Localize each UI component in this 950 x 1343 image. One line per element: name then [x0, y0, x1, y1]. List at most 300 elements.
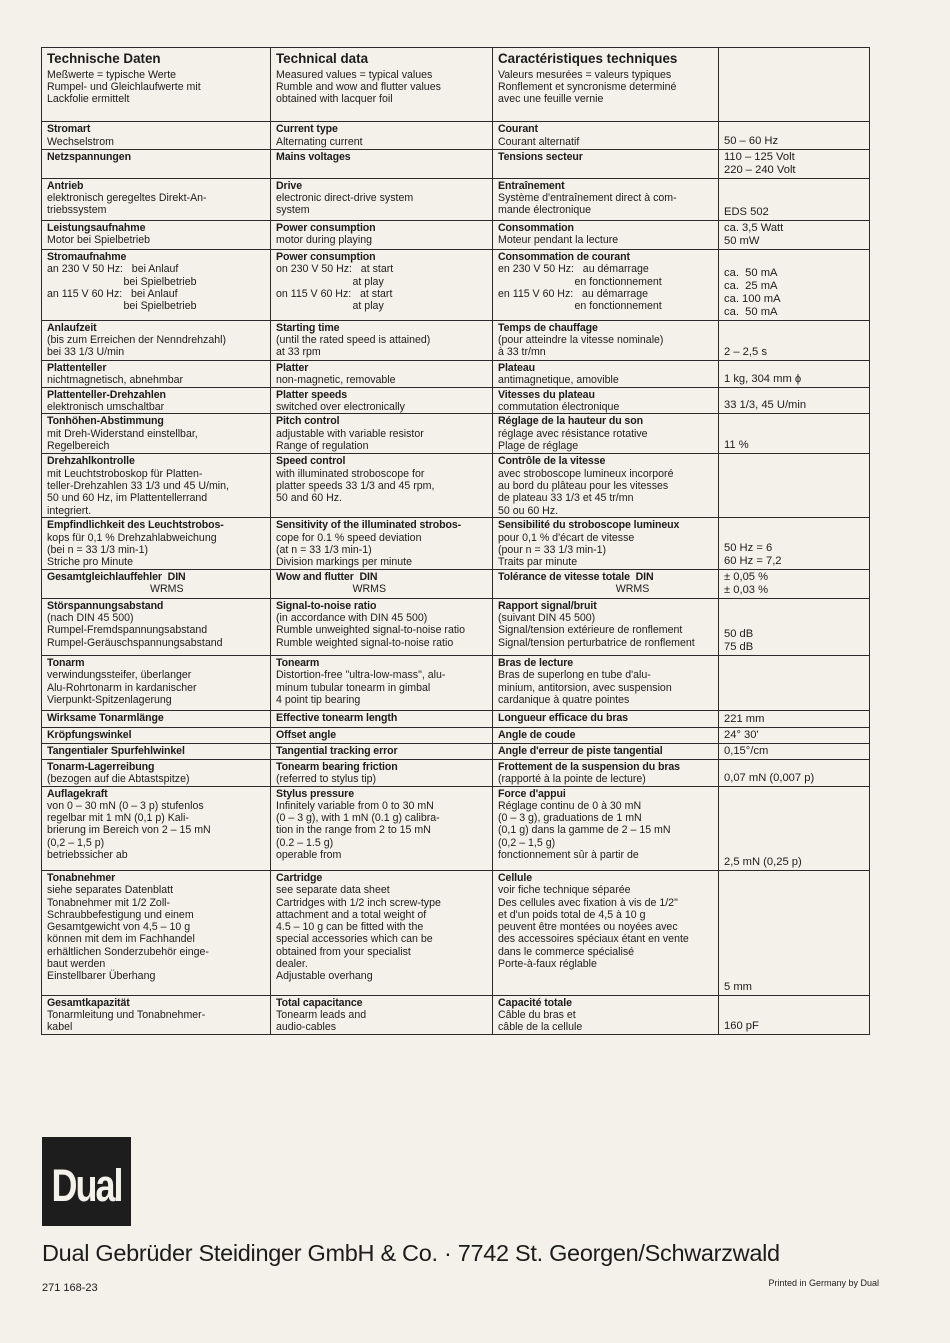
spec-line: electronic direct-drive system	[276, 192, 414, 205]
spec-cell-de	[42, 178, 271, 220]
spec-cell-fr	[493, 454, 719, 518]
spec-cell-fr	[493, 320, 719, 360]
spec-line: WRMS	[498, 582, 650, 595]
spec-cell-fr	[493, 387, 719, 414]
spec-cell-en	[271, 598, 493, 655]
spec-value: EDS 502	[724, 206, 769, 219]
spec-title: Drehzahlkontrolle	[47, 455, 135, 468]
spec-line: elektronisch geregeltes Direkt-An-	[47, 192, 207, 205]
spec-cell-de	[42, 786, 271, 871]
spec-line: elektronisch umschaltbar	[47, 400, 165, 413]
spec-title: Stromaufnahme	[47, 251, 127, 264]
spec-line: (until the rated speed is attained)	[276, 333, 431, 346]
spec-line: de plateau 33 1/3 et 45 tr/mn	[498, 492, 634, 505]
spec-line: (pour n = 33 1/3 min-1)	[498, 543, 607, 556]
spec-line: betriebssicher ab	[47, 848, 128, 861]
spec-line: (bezogen auf die Abtastspitze)	[47, 773, 190, 786]
spec-line: on 230 V 50 Hz: at start	[276, 263, 394, 276]
spec-title: Capacité totale	[498, 996, 572, 1009]
spec-value-cell	[719, 569, 870, 598]
spec-line: (at n = 33 1/3 min-1)	[276, 543, 372, 556]
spec-value-cell	[719, 250, 870, 320]
spec-line: avec une feuille vernie	[498, 93, 604, 106]
dual-logo	[42, 1137, 131, 1226]
spec-cell-fr	[493, 250, 719, 320]
spec-line: Striche pro Minute	[47, 556, 133, 569]
spec-cell-de	[42, 995, 271, 1034]
spec-line: Range of regulation	[276, 439, 369, 452]
spec-row	[42, 454, 870, 518]
spec-title: Current type	[276, 123, 338, 136]
spec-line: en fonctionnement	[498, 300, 662, 313]
spec-title: Plateau	[498, 361, 535, 374]
spec-line: motor during playing	[276, 234, 372, 247]
spec-value: 50 – 60 Hz	[724, 134, 779, 147]
spec-line: Vierpunkt-Spitzenlagerung	[47, 694, 172, 707]
spec-cell-en	[271, 518, 493, 569]
spec-line: Des cellules avec fixation à vis de 1/2"	[498, 896, 678, 909]
spec-row	[42, 178, 870, 220]
spec-line: (0 – 3 g), graduations de 1 mN	[498, 812, 642, 825]
spec-cell-fr	[493, 759, 719, 786]
spec-line: Traits par minute	[498, 556, 578, 569]
spec-row	[42, 149, 870, 178]
spec-line: mande électronique	[498, 204, 592, 217]
spec-title: Störspannungsabstand	[47, 599, 164, 612]
spec-title: Pitch control	[276, 415, 340, 428]
spec-title: Empfindlichkeit des Leuchtstrobos-	[47, 519, 224, 532]
spec-cell-en	[271, 414, 493, 454]
spec-value: 0,15°/cm	[724, 744, 769, 757]
spec-line: Schraubbefestigung und einem	[47, 908, 194, 921]
spec-row	[42, 360, 870, 387]
spec-cell-en	[271, 122, 493, 149]
spec-line: Signal/tension perturbatrice de ronflement	[498, 636, 695, 649]
spec-body	[42, 48, 870, 1035]
spec-value: ca. 25 mA	[724, 279, 778, 292]
spec-line: au bord du plâteau pour les vitesses	[498, 480, 669, 493]
spec-line: réglage avec résistance rotative	[498, 427, 648, 440]
spec-cell-en	[271, 387, 493, 414]
spec-line: et d'un poids total de 4,5 à 10 g	[498, 908, 646, 921]
spec-title: Anlaufzeit	[47, 321, 97, 334]
spec-line: obtained from your specialist	[276, 945, 411, 958]
spec-value-cell	[719, 454, 870, 518]
spec-title: Plattenteller-Drehzahlen	[47, 388, 166, 401]
spec-line: bei Spielbetrieb	[47, 275, 197, 288]
spec-title: Longueur efficace du bras	[498, 711, 628, 724]
spec-line: Lackfolie ermittelt	[47, 93, 130, 106]
spec-line: attachment and a total weight of	[276, 908, 427, 921]
spec-value-cell	[719, 178, 870, 220]
spec-line: Alternating current	[276, 135, 363, 148]
spec-cell-fr	[493, 743, 719, 759]
spec-row	[42, 995, 870, 1034]
spec-cell-en	[271, 743, 493, 759]
spec-title: Auflagekraft	[47, 787, 108, 800]
spec-line: Rumpel-Geräuschspannungsabstand	[47, 636, 223, 649]
spec-title: Tonhöhen-Abstimmung	[47, 415, 164, 428]
spec-table	[41, 47, 870, 1035]
spec-cell-fr	[493, 360, 719, 387]
spec-line: (0 – 3 g), with 1 mN (0.1 g) calibra-	[276, 812, 440, 825]
spec-line: siehe separates Datenblatt	[47, 884, 174, 897]
company-address: Dual Gebrüder Steidinger GmbH & Co. · 7742 St. Georgen/Schwarzwald	[42, 1240, 780, 1266]
spec-cell-de	[42, 149, 271, 178]
spec-line: brierung im Bereich von 2 – 15 mN	[47, 824, 211, 837]
spec-title: Speed control	[276, 455, 346, 468]
spec-cell-en	[271, 569, 493, 598]
spec-title: Bras de lecture	[498, 657, 574, 670]
spec-line: minium, antitorsion, avec suspension	[498, 681, 672, 694]
spec-cell-en	[271, 48, 493, 122]
spec-line: Rumble unweighted signal-to-noise ratio	[276, 624, 466, 637]
spec-title: Entraînement	[498, 179, 565, 192]
spec-cell-fr	[493, 122, 719, 149]
spec-line: en 230 V 50 Hz: au démarrage	[498, 263, 649, 276]
spec-line: bei Spielbetrieb	[47, 300, 197, 313]
spec-value: 11 %	[724, 439, 749, 452]
spec-line: erhältlichen Sonderzubehör einge-	[47, 945, 209, 958]
spec-line: Measured values = typical values	[276, 68, 433, 81]
spec-line: Rumble weighted signal-to-noise ratio	[276, 636, 454, 649]
spec-line: Rumpel-Fremdspannungsabstand	[47, 624, 208, 637]
spec-line: Infinitely variable from 0 to 30 mN	[276, 799, 434, 812]
spec-row	[42, 387, 870, 414]
spec-cell-fr	[493, 569, 719, 598]
spec-line: obtained with lacquer foil	[276, 93, 393, 106]
spec-line: (bis zum Erreichen der Nenndrehzahl)	[47, 333, 226, 346]
spec-cell-en	[271, 360, 493, 387]
spec-cell-en	[271, 759, 493, 786]
spec-cell-de	[42, 221, 271, 250]
spec-title: Platter	[276, 361, 309, 374]
spec-value: 5 mm	[724, 980, 752, 993]
spec-cell-de	[42, 518, 271, 569]
logo-text: Dual	[51, 1159, 122, 1211]
spec-cell-fr	[493, 518, 719, 569]
spec-line: (0,2 – 1,5 g)	[498, 836, 556, 849]
spec-title: Tonearm bearing friction	[276, 760, 398, 773]
spec-value-cell	[719, 598, 870, 655]
spec-line: switched over electronically	[276, 400, 405, 413]
spec-cell-fr	[493, 221, 719, 250]
spec-line: 50 und 60 Hz, im Plattentellerrand	[47, 492, 208, 505]
spec-cell-en	[271, 871, 493, 996]
spec-line: integriert.	[47, 504, 92, 517]
spec-cell-fr	[493, 149, 719, 178]
spec-title: Rapport signal/bruit	[498, 599, 597, 612]
spec-value: ca. 100 mA	[724, 292, 781, 305]
spec-line: Réglage continu de 0 à 30 mN	[498, 799, 642, 812]
spec-value-cell	[719, 518, 870, 569]
spec-cell-en	[271, 221, 493, 250]
spec-line: Rumpel- und Gleichlaufwerte mit	[47, 80, 201, 93]
spec-row	[42, 786, 870, 871]
spec-row	[42, 656, 870, 710]
spec-title: Starting time	[276, 321, 340, 334]
spec-line: Ronflement et syncronisme determiné	[498, 80, 677, 93]
spec-line: 50 ou 60 Hz.	[498, 504, 559, 517]
spec-line: Tonarmleitung und Tonabnehmer-	[47, 1009, 206, 1022]
spec-line: Regelbereich	[47, 439, 110, 452]
spec-cell-de	[42, 48, 271, 122]
spec-cell-en	[271, 178, 493, 220]
spec-cell-de	[42, 387, 271, 414]
spec-row	[42, 569, 870, 598]
spec-value-cell	[719, 149, 870, 178]
spec-title: Gesamtkapazität	[47, 996, 130, 1009]
spec-value-cell	[719, 414, 870, 454]
spec-line: nichtmagnetisch, abnehmbar	[47, 374, 184, 387]
spec-title: Consommation de courant	[498, 251, 630, 264]
spec-title: Drive	[276, 179, 302, 192]
spec-value: 24° 30'	[724, 728, 759, 741]
spec-value: ± 0,05 %	[724, 570, 769, 583]
spec-row	[42, 743, 870, 759]
spec-line: an 230 V 50 Hz: bei Anlauf	[47, 263, 179, 276]
spec-row	[42, 871, 870, 996]
spec-title: Kröpfungswinkel	[47, 728, 132, 741]
spec-line: fonctionnement sûr à partir de	[498, 848, 639, 861]
spec-line: des accessoires spéciaux étant en vente	[498, 933, 689, 946]
spec-title: Effective tonearm length	[276, 711, 398, 724]
spec-line: Alu-Rohrtonarm in kardanischer	[47, 681, 197, 694]
spec-cell-fr	[493, 178, 719, 220]
spec-row	[42, 598, 870, 655]
spec-value: 2,5 mN (0,25 p)	[724, 856, 802, 869]
spec-cell-fr	[493, 656, 719, 710]
spec-line: non-magnetic, removable	[276, 374, 396, 387]
spec-title: Power consumption	[276, 222, 376, 234]
spec-title: Force d'appui	[498, 787, 566, 800]
spec-value: ca. 50 mA	[724, 266, 778, 279]
spec-value: ca. 3,5 Watt	[724, 222, 784, 235]
spec-row	[42, 727, 870, 743]
printed-note: Printed in Germany by Dual	[768, 1278, 879, 1288]
spec-title: Antrieb	[47, 179, 84, 192]
spec-value: 110 – 125 Volt	[724, 150, 795, 163]
spec-cell-de	[42, 598, 271, 655]
spec-line: with illuminated stroboscope for	[276, 467, 425, 480]
spec-line: von 0 – 30 mN (0 – 3 p) stufenlos	[47, 799, 204, 812]
spec-row	[42, 320, 870, 360]
spec-title: Courant	[498, 123, 538, 136]
spec-line: Câble du bras et	[498, 1009, 576, 1022]
spec-value: ± 0,03 %	[724, 583, 769, 596]
spec-line: commutation électronique	[498, 400, 620, 413]
spec-value: 50 dB	[724, 628, 754, 641]
spec-line: antimagnetique, amovible	[498, 374, 619, 387]
spec-value-cell	[719, 221, 870, 250]
spec-line: en 115 V 60 Hz: au démarrage	[498, 287, 648, 300]
spec-title: Leistungsaufnahme	[47, 222, 146, 234]
spec-cell-en	[271, 786, 493, 871]
spec-line: Valeurs mesurées = valeurs typiques	[498, 68, 672, 81]
spec-title: Mains voltages	[276, 150, 351, 163]
spec-value-cell	[719, 743, 870, 759]
spec-value-cell	[719, 727, 870, 743]
spec-title: Tonearm	[276, 657, 320, 670]
spec-cell-de	[42, 759, 271, 786]
spec-title: Wirksame Tonarmlänge	[47, 711, 164, 724]
spec-title: Stromart	[47, 123, 91, 136]
spec-line: kabel	[47, 1021, 73, 1034]
spec-line: at play	[276, 300, 384, 313]
spec-line: Motor bei Spielbetrieb	[47, 234, 151, 247]
spec-line: Einstellbarer Überhang	[47, 970, 156, 983]
spec-line: en fonctionnement	[498, 275, 662, 288]
spec-row	[42, 759, 870, 786]
spec-line: câble de la cellule	[498, 1021, 583, 1034]
spec-title: Cellule	[498, 872, 533, 885]
spec-line: regelbar mit 1 mN (0,1 p) Kali-	[47, 812, 189, 825]
spec-title: Réglage de la hauteur du son	[498, 415, 643, 428]
spec-line: (pour atteindre la vitesse nominale)	[498, 333, 664, 346]
spec-line: Plage de réglage	[498, 439, 579, 452]
spec-title: Tolérance de vitesse totale DIN	[498, 570, 654, 583]
spec-line: at 33 rpm	[276, 346, 321, 359]
spec-line: Cartridges with 1/2 inch screw-type	[276, 896, 441, 909]
spec-title: Angle de coude	[498, 728, 576, 741]
spec-title: Consommation	[498, 222, 574, 234]
spec-title: Stylus pressure	[276, 787, 354, 800]
spec-title: Gesamtgleichlauffehler DIN	[47, 570, 186, 583]
spec-value-cell	[719, 759, 870, 786]
spec-title: Power consumption	[276, 251, 376, 264]
spec-cell-en	[271, 656, 493, 710]
spec-line: operable from	[276, 848, 342, 861]
column-header-fr: Caractéristiques techniques	[498, 51, 678, 66]
spec-line: WRMS	[47, 582, 184, 595]
spec-cell-de	[42, 743, 271, 759]
spec-line: WRMS	[276, 582, 387, 595]
spec-line: kops für 0,1 % Drehzahlabweichung	[47, 531, 217, 544]
spec-line: see separate data sheet	[276, 884, 390, 897]
spec-title: Angle d'erreur de piste tangential	[498, 744, 663, 757]
spec-value: 1 kg, 304 mm ϕ	[724, 372, 802, 385]
spec-title: Temps de chauffage	[498, 321, 598, 334]
spec-line: Signal/tension extérieure de ronflement	[498, 624, 683, 637]
spec-line: 50 and 60 Hz.	[276, 492, 342, 505]
spec-line: verwindungssteifer, überlanger	[47, 669, 192, 682]
spec-line: voir fiche technique séparée	[498, 884, 631, 897]
spec-line: Courant alternatif	[498, 135, 580, 148]
spec-cell-de	[42, 454, 271, 518]
spec-row	[42, 122, 870, 149]
spec-title: Sensitivity of the illuminated strobos-	[276, 519, 462, 532]
spec-title: Vitesses du plateau	[498, 388, 595, 401]
spec-cell-fr	[493, 727, 719, 743]
spec-row	[42, 221, 870, 250]
spec-line: 4 point tip bearing	[276, 694, 361, 707]
spec-line: cardanique à quatre pointes	[498, 694, 630, 707]
spec-line: (0,1 g) dans la gamme de 2 – 15 mN	[498, 824, 671, 837]
spec-line: Division markings per minute	[276, 556, 413, 569]
spec-cell-de	[42, 414, 271, 454]
spec-line: Moteur pendant la lecture	[498, 234, 619, 247]
spec-line: minum tubular tonearm in gimbal	[276, 681, 431, 694]
spec-line: Bras de superlong en tube d'alu-	[498, 669, 651, 682]
spec-value: 220 – 240 Volt	[724, 163, 796, 176]
spec-line: peuvent être montées ou noyées avec	[498, 921, 678, 934]
spec-value: 2 – 2,5 s	[724, 345, 767, 358]
spec-line: audio-cables	[276, 1021, 337, 1034]
spec-cell-de	[42, 122, 271, 149]
spec-line: (suivant DIN 45 500)	[498, 612, 596, 625]
spec-value: 50 mW	[724, 235, 760, 248]
spec-title: Cartridge	[276, 872, 323, 885]
spec-row	[42, 48, 870, 122]
spec-cell-fr	[493, 710, 719, 727]
spec-cell-en	[271, 454, 493, 518]
spec-line: (nach DIN 45 500)	[47, 612, 134, 625]
spec-row	[42, 250, 870, 320]
spec-title: Offset angle	[276, 728, 337, 741]
spec-line: (rapporté à la pointe de lecture)	[498, 773, 646, 786]
document-number: 271 168-23	[42, 1282, 98, 1294]
spec-cell-de	[42, 727, 271, 743]
spec-value-cell	[719, 122, 870, 149]
spec-value: 221 mm	[724, 712, 765, 725]
spec-line: dealer.	[276, 957, 308, 970]
spec-line: tion in the range from 2 to 15 mN	[276, 824, 431, 837]
spec-value-cell	[719, 871, 870, 996]
spec-cell-de	[42, 320, 271, 360]
spec-cell-de	[42, 569, 271, 598]
spec-cell-fr	[493, 48, 719, 122]
spec-value-cell	[719, 387, 870, 414]
spec-line: (0.2 – 1.5 g)	[276, 836, 334, 849]
spec-line: on 115 V 60 Hz: at start	[276, 287, 393, 300]
spec-cell-en	[271, 995, 493, 1034]
spec-value: 160 pF	[724, 1020, 759, 1033]
spec-line: Système d'entraînement direct à com-	[498, 192, 677, 205]
spec-cell-en	[271, 149, 493, 178]
spec-value-cell	[719, 710, 870, 727]
spec-line: platter speeds 33 1/3 and 45 rpm,	[276, 480, 435, 493]
spec-title: Platter speeds	[276, 388, 348, 401]
spec-line: Meßwerte = typische Werte	[47, 68, 177, 81]
spec-cell-de	[42, 360, 271, 387]
spec-row	[42, 518, 870, 569]
spec-value-cell	[719, 786, 870, 871]
spec-line: Porte-à-faux réglable	[498, 957, 597, 970]
spec-value: 60 Hz = 7,2	[724, 554, 782, 567]
spec-value-cell	[719, 320, 870, 360]
spec-value-cell	[719, 656, 870, 710]
spec-line: triebssystem	[47, 204, 107, 217]
spec-line: mit Leuchtstroboskop für Platten-	[47, 467, 203, 480]
spec-line: Tonearm leads and	[276, 1009, 367, 1022]
column-header-de: Technische Daten	[47, 51, 161, 66]
spec-title: Plattenteller	[47, 361, 107, 374]
spec-title: Wow and flutter DIN	[276, 570, 378, 583]
spec-line: system	[276, 204, 310, 217]
spec-cell-en	[271, 250, 493, 320]
spec-value-cell	[719, 995, 870, 1034]
spec-line: pour 0,1 % d'écart de vitesse	[498, 531, 635, 544]
spec-value: 0,07 mN (0,007 p)	[724, 771, 815, 784]
column-header-en: Technical data	[276, 51, 369, 66]
spec-line: Tonabnehmer mit 1/2 Zoll-	[47, 896, 171, 909]
spec-cell-de	[42, 656, 271, 710]
spec-cell-en	[271, 710, 493, 727]
spec-cell-fr	[493, 414, 719, 454]
spec-row	[42, 710, 870, 727]
spec-line: an 115 V 60 Hz: bei Anlauf	[47, 287, 178, 300]
spec-cell-fr	[493, 871, 719, 996]
